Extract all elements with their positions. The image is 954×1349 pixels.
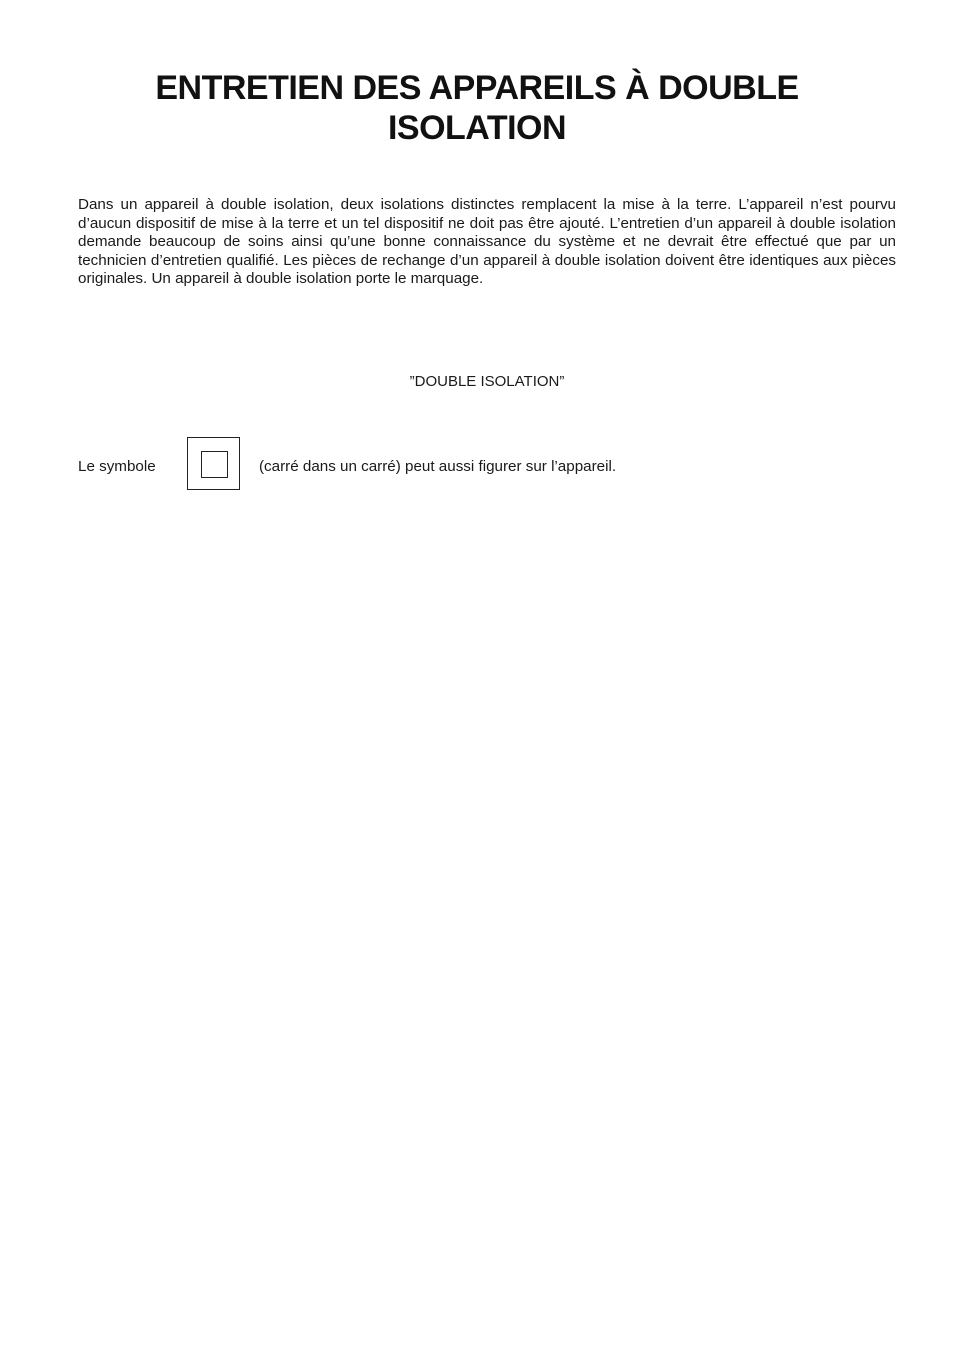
double-insulation-symbol-icon <box>187 437 240 490</box>
body-paragraph: Dans un appareil à double isolation, deux isolations distinctes remplacent la mise à la terre. L’appareil n’est pourvu d’aucun dispositif de mise à la terre et un tel dispositif ne doit pas être ajouté. L’entretien d’un appareil à double isolation demande beaucoup de soins ainsi qu’une bonne connaissance du système et ne devrait être effectué que par un technicien d’entretien qualifié. Les pièces de rechange d’un appareil à double isolation doivent être identiques aux pièces originales. Un appareil à double isolation porte le marquage. <box>78 196 896 287</box>
symbol-label: Le symbole <box>78 458 156 475</box>
marking-text: ”DOUBLE ISOLATION” <box>409 373 565 390</box>
symbol-row <box>78 437 898 492</box>
page-title <box>60 68 894 148</box>
inner-square-icon <box>201 451 228 478</box>
symbol-description: (carré dans un carré) peut aussi figurer sur l’appareil. <box>259 458 617 475</box>
page-title-line-2: ISOLATION <box>387 109 567 147</box>
page-title-line-1: ENTRETIEN DES APPAREILS À DOUBLE <box>155 69 799 107</box>
